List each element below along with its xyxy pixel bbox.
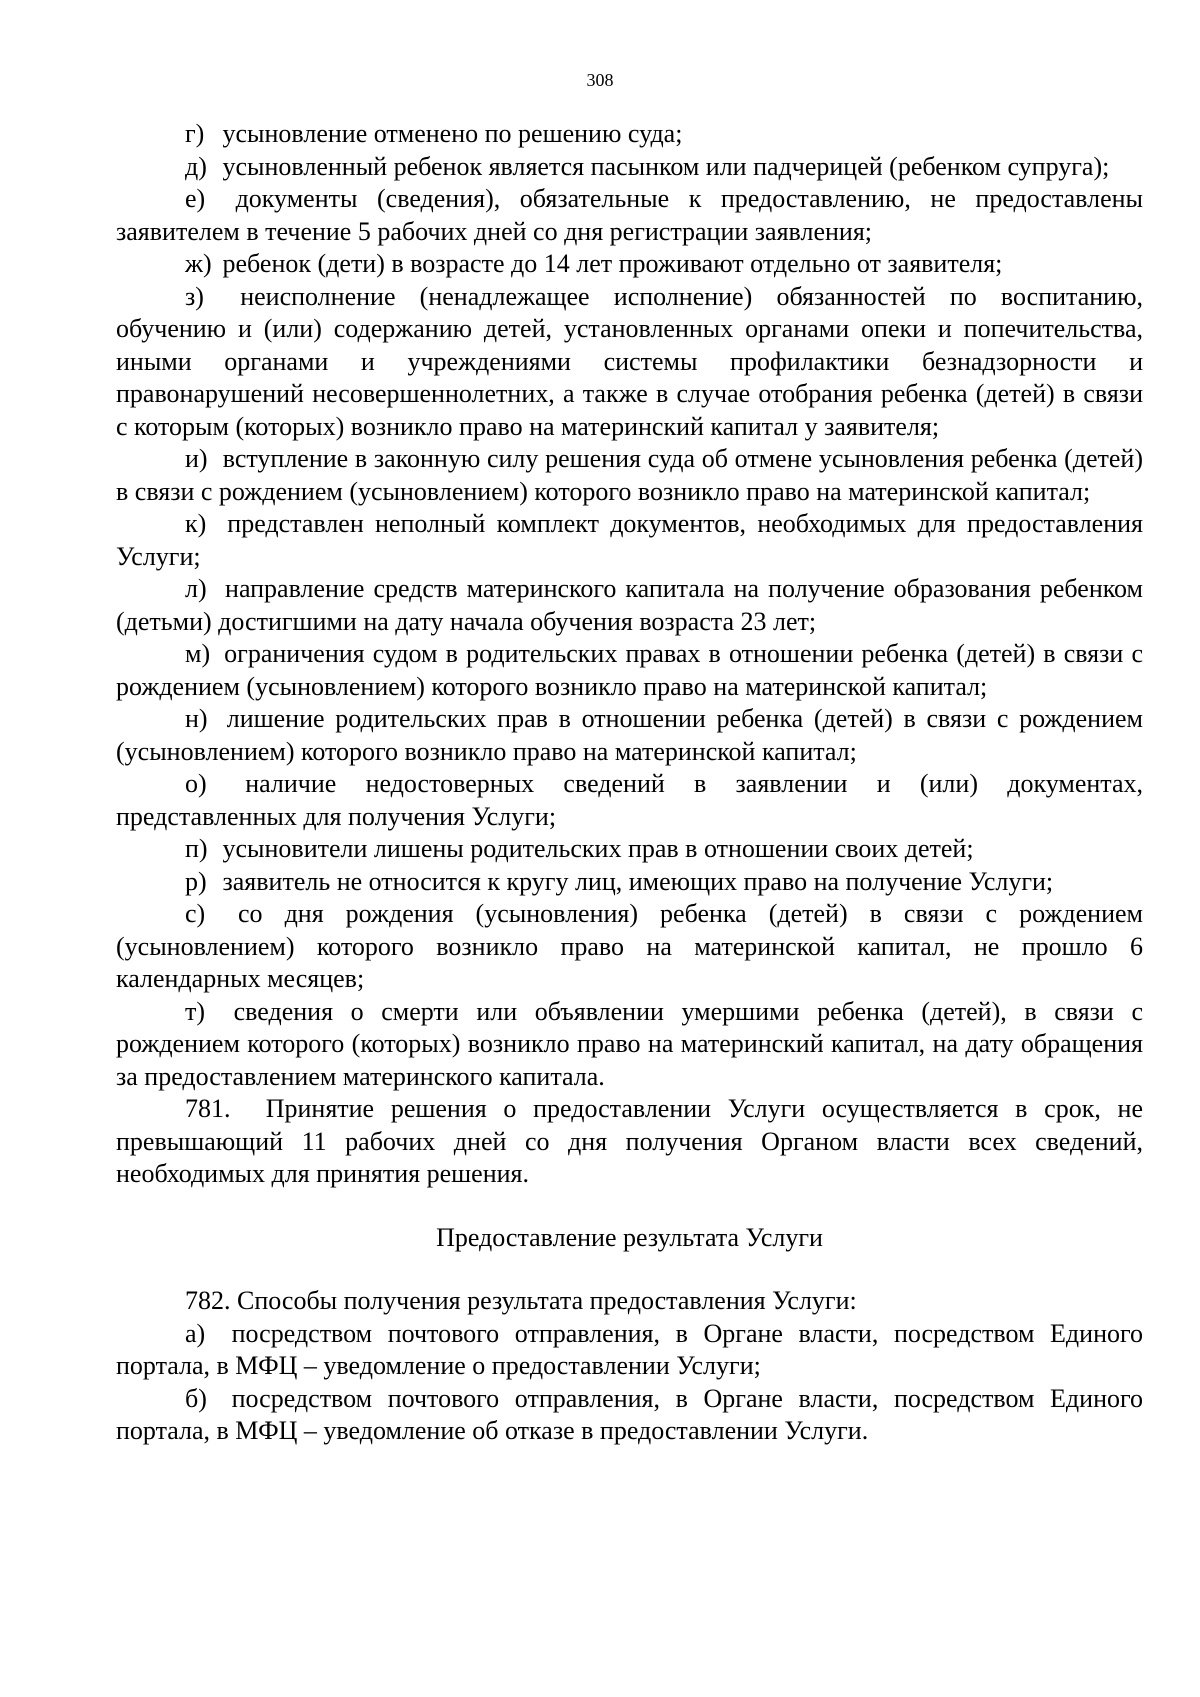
list-item bbox=[116, 703, 1143, 768]
list-item bbox=[116, 638, 1143, 703]
item-text: лишение родительских прав в отношении ребенка (детей) в связи с рождением (усыновлением) которого возникло право на материнской капитал; bbox=[116, 704, 1143, 766]
item-text: неисполнение (ненадлежащее исполнение) обязанностей по воспитанию, обучению и (или) содержанию детей, установленных органами опеки и попечительства, иными органами и учреждениями системы профилактики безнадзорности и правонарушений несовершеннолетних, а также в случае отобрания ребенка (детей) в связи с которым (которых) возникло право на материнский капитал у заявителя; bbox=[116, 281, 1144, 441]
item-text: заявитель не относится к кругу лиц, имеющих право на получение Услуги; bbox=[222, 866, 1054, 896]
list-item bbox=[116, 833, 1143, 866]
section-heading: Предоставление результата Услуги bbox=[436, 1222, 823, 1252]
item-text: наличие недостоверных сведений в заявлении и (или) документах, представленных для получения Услуги; bbox=[116, 769, 1143, 831]
item-text: посредством почтового отправления, в Органе власти, посредством Единого портала, в МФЦ – уведомление об отказе в предоставлении Услуги. bbox=[116, 1383, 1143, 1445]
item-text: ограничения судом в родительских правах в отношении ребенка (детей) в связи с рождением (усыновлением) которого возникло право на материнской капитал; bbox=[116, 639, 1144, 701]
item-label: р) bbox=[185, 866, 207, 896]
list-item bbox=[116, 443, 1143, 508]
item-label: д) bbox=[185, 151, 207, 181]
item-text: документы (сведения), обязательные к предоставлению, не предоставлены заявителем в течение 5 рабочих дней со дня регистрации заявления; bbox=[116, 184, 1143, 246]
item-label: з) bbox=[185, 281, 204, 311]
item-label: и) bbox=[185, 444, 208, 473]
result-item bbox=[116, 1318, 1143, 1383]
item-label: о) bbox=[185, 769, 207, 798]
clause-label: 781. bbox=[185, 1094, 231, 1123]
item-label: ж) bbox=[185, 249, 212, 278]
item-text: усыновители лишены родительских прав в отношении своих детей; bbox=[222, 834, 974, 863]
list-item bbox=[116, 183, 1143, 248]
item-text: усыновленный ребенок является пасынком или падчерицей (ребенком супруга); bbox=[222, 151, 1110, 181]
item-label: к) bbox=[185, 509, 207, 538]
clause-label: 782. bbox=[185, 1286, 231, 1315]
item-text: вступление в законную силу решения суда об отмене усыновления ребенка (детей) в связи с рождением (усыновлением) которого возникло право на материнской капитал; bbox=[116, 444, 1143, 506]
result-item bbox=[116, 1383, 1143, 1448]
item-label: г) bbox=[185, 119, 205, 148]
clause-781 bbox=[116, 1093, 1143, 1191]
item-label: н) bbox=[185, 704, 208, 733]
item-text: со дня рождения (усыновления) ребенка (детей) в связи с рождением (усыновлением) которого возникло право на материнской капитал, не прошло 6 календарных месяцев; bbox=[116, 899, 1144, 993]
item-text: усыновление отменено по решению суда; bbox=[222, 119, 683, 148]
list-item bbox=[116, 996, 1143, 1094]
page-number: 308 bbox=[586, 70, 614, 90]
item-label: м) bbox=[185, 639, 211, 668]
item-label: а) bbox=[185, 1318, 206, 1348]
clause-text: Способы получения результата предоставления Услуги: bbox=[237, 1286, 857, 1315]
list-item bbox=[116, 768, 1143, 833]
item-text: посредством почтового отправления, в Органе власти, посредством Единого портала, в МФЦ – уведомление о предоставлении Услуги; bbox=[116, 1318, 1143, 1380]
item-text: представлен неполный комплект документов, необходимых для предоставления Услуги; bbox=[116, 509, 1144, 571]
list-item bbox=[116, 898, 1143, 996]
item-text: сведения о смерти или объявлении умершими ребенка (детей), в связи с рождением которого (которых) возникло право на материнский капитал, на дату обращения за предоставлением материнского капитала. bbox=[116, 996, 1143, 1091]
item-text: ребенок (дети) в возрасте до 14 лет проживают отдельно от заявителя; bbox=[222, 249, 1003, 278]
list-item bbox=[116, 866, 1143, 899]
item-label: с) bbox=[185, 899, 206, 928]
list-item bbox=[116, 248, 1143, 281]
item-text: направление средств материнского капитала на получение образования ребенком (детьми) достигшими на дату начала обучения возраста 23 лет; bbox=[116, 574, 1143, 636]
list-item bbox=[116, 281, 1143, 444]
document-body bbox=[116, 118, 1143, 1448]
list-item bbox=[116, 151, 1143, 184]
list-item bbox=[116, 508, 1143, 573]
item-label: е) bbox=[185, 184, 206, 213]
item-label: п) bbox=[185, 834, 208, 863]
list-item bbox=[116, 573, 1143, 638]
list-item bbox=[116, 118, 1143, 151]
clause-782 bbox=[116, 1285, 1143, 1318]
item-label: б) bbox=[185, 1383, 207, 1413]
item-label: т) bbox=[185, 996, 206, 1026]
item-label: л) bbox=[185, 574, 207, 603]
clause-text: Принятие решения о предоставлении Услуги осуществляется в срок, не превышающий 11 рабочих дней со дня получения Органом власти всех сведений, необходимых для принятия решения. bbox=[116, 1094, 1143, 1188]
